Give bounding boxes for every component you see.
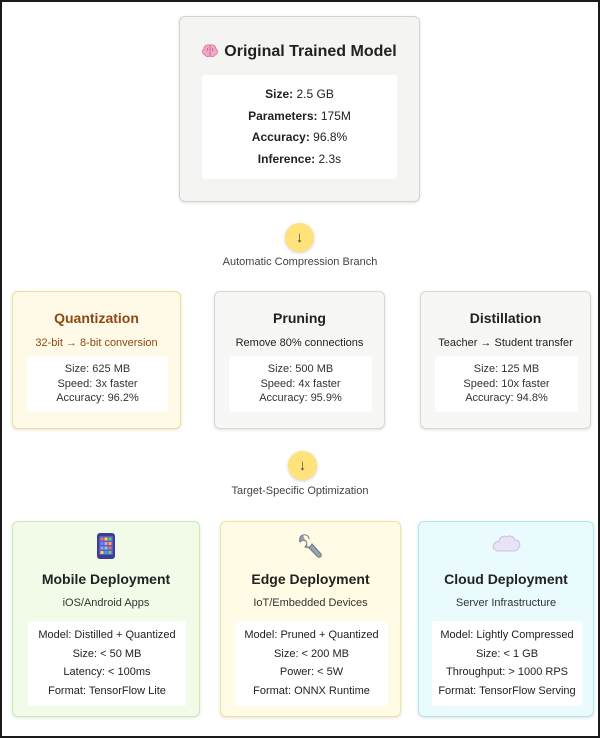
original-stat-parameters: Parameters: 175M: [248, 108, 351, 123]
down-arrow-icon-2: ↓: [288, 451, 317, 480]
distillation-stat-size: Size: 125 MB: [473, 363, 540, 375]
mobile-deployment-card: [12, 521, 200, 717]
original-model-card: [179, 16, 420, 202]
quantization-stats: [27, 356, 168, 412]
pruning-stat-accuracy: Accuracy: 95.9%: [259, 392, 342, 404]
quantization-stat-accuracy: Accuracy: 96.2%: [56, 392, 139, 404]
mobile-phone-icon: [96, 532, 116, 560]
original-stat-size: Size: 2.5 GB: [265, 87, 334, 101]
mobile-deployment-subtitle: iOS/Android Apps: [62, 597, 150, 609]
original-model-stats: [202, 75, 397, 179]
mobile-stat-size: Size: < 50 MB: [72, 647, 142, 660]
pruning-subtitle: Remove 80% connections: [235, 337, 364, 349]
quantization-stat-size: Size: 625 MB: [64, 363, 131, 375]
cloud-deployment-card: [418, 521, 594, 717]
distillation-card: [420, 291, 591, 429]
quantization-card: [12, 291, 181, 429]
original-model-title: [180, 43, 419, 61]
pruning-card: [214, 291, 385, 429]
distillation-stat-speed: Speed: 10x faster: [463, 377, 550, 390]
cloud-stat-model: Model: Lightly Compressed: [440, 629, 574, 641]
down-arrow-icon: ↓: [285, 223, 314, 252]
pruning-stat-size: Size: 500 MB: [267, 363, 334, 375]
mobile-deployment-stats: [28, 621, 186, 706]
brain-icon: [202, 44, 218, 58]
target-optimization-caption: Target-Specific Optimization: [231, 485, 369, 497]
quantization-stat-speed: Speed: 3x faster: [57, 377, 138, 390]
mobile-stat-format: Format: TensorFlow Lite: [48, 684, 166, 697]
cloud-stat-format: Format: TensorFlow Serving: [438, 684, 576, 697]
compression-branch-caption: Automatic Compression Branch: [222, 256, 378, 268]
edge-stat-size: Size: < 200 MB: [274, 647, 349, 660]
pruning-title: Pruning: [273, 310, 326, 326]
pruning-stats: [229, 356, 372, 412]
quantization-subtitle: 32-bit → 8-bit conversion: [35, 337, 158, 349]
original-model-title-text: Original Trained Model: [224, 43, 397, 60]
cloud-deployment-stats: [432, 621, 582, 706]
mobile-deployment-title: Mobile Deployment: [41, 571, 171, 587]
original-stat-accuracy: Accuracy: 96.8%: [251, 130, 348, 144]
edge-deployment-subtitle: IoT/Embedded Devices: [253, 597, 368, 609]
cloud-stat-throughput: Throughput: > 1000 RPS: [446, 666, 568, 678]
original-stat-inference: Inference: 2.3s: [257, 151, 342, 166]
cloud-stat-size: Size: < 1 GB: [475, 647, 539, 660]
quantization-title: Quantization: [54, 310, 139, 326]
edge-deployment-card: [220, 521, 401, 717]
cloud-deployment-title: Cloud Deployment: [444, 571, 568, 587]
mobile-stat-latency: Latency: < 100ms: [63, 666, 151, 678]
distillation-title: Distillation: [469, 310, 542, 326]
edge-stat-power: Power: < 5W: [279, 666, 344, 678]
distillation-stats: [435, 356, 578, 412]
edge-deployment-title: Edge Deployment: [251, 571, 370, 587]
cloud-icon: [491, 532, 521, 554]
edge-stat-format: Format: ONNX Runtime: [253, 684, 370, 697]
pruning-stat-speed: Speed: 4x faster: [260, 377, 341, 390]
distillation-subtitle: Teacher → Student transfer: [438, 337, 573, 349]
distillation-stat-accuracy: Accuracy: 94.8%: [465, 392, 548, 404]
edge-stat-model: Model: Pruned + Quantized: [244, 629, 379, 641]
mobile-stat-model: Model: Distilled + Quantized: [38, 629, 176, 641]
wrench-icon: [297, 532, 325, 560]
cloud-deployment-subtitle: Server Infrastructure: [455, 597, 557, 609]
edge-deployment-stats: [235, 621, 388, 706]
